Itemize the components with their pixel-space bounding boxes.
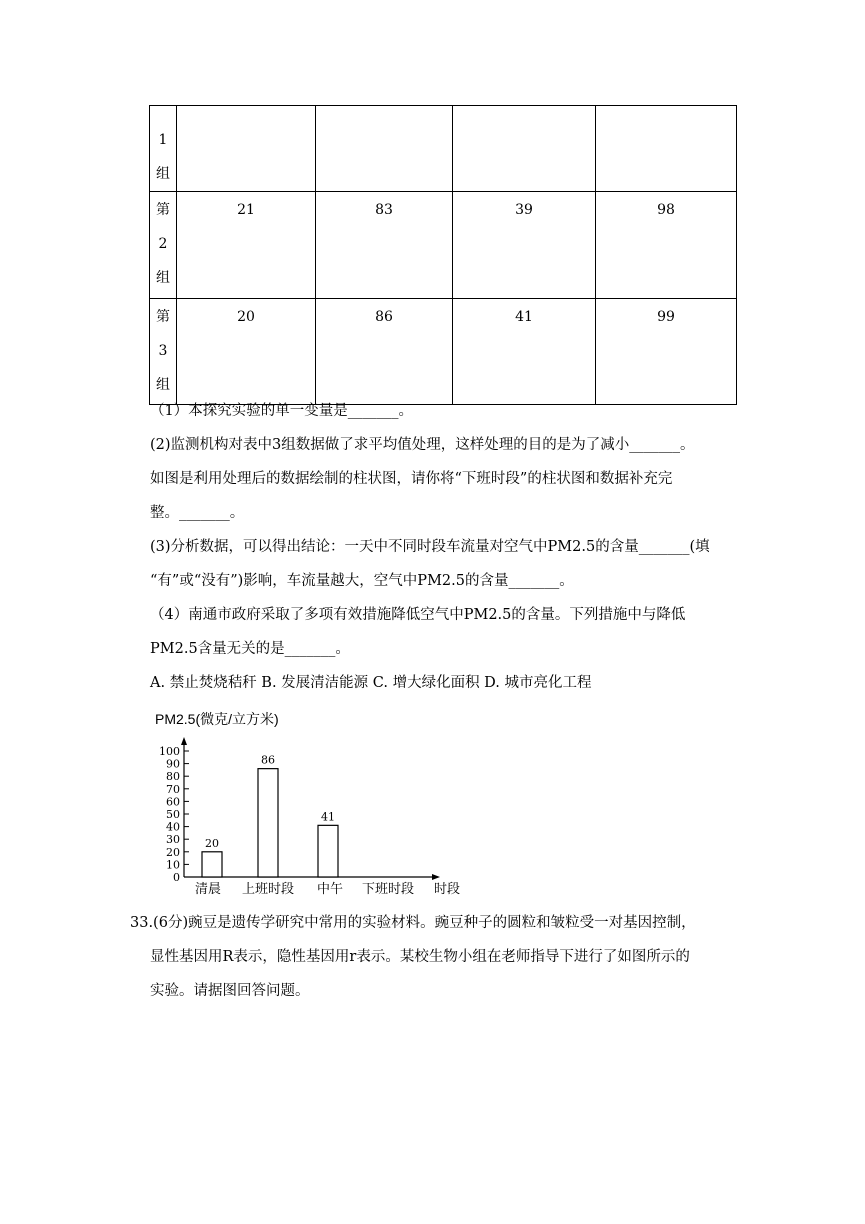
row-label-char: 1 <box>158 132 168 148</box>
data-label: 41 <box>321 810 335 824</box>
table-cell: 83 <box>316 192 453 299</box>
question-2-line-2: 如图是利用处理后的数据绘制的柱状图，请你将“下班时段”的柱状图和数据补充完 <box>150 471 673 487</box>
bar <box>258 769 278 877</box>
question-33-line-2: 显性基因用R表示，隐性基因用r表示。某校生物小组在老师指导下进行了如图所示的 <box>150 949 690 965</box>
data-table <box>149 105 737 405</box>
table-cell: 39 <box>453 192 596 299</box>
x-tick-label: 中午 <box>316 882 344 895</box>
y-tick-label: 20 <box>166 845 180 859</box>
x-axis-label: 时段 <box>433 882 461 895</box>
x-tick-label: 清晨 <box>194 882 222 895</box>
y-tick-label: 60 <box>166 795 180 809</box>
question-2-line-3: 整。_______。 <box>150 505 245 521</box>
row-label-char: 组 <box>156 377 170 393</box>
question-4-line-2: PM2.5含量无关的是_______。 <box>150 641 350 657</box>
table-cell: 21 <box>177 192 316 299</box>
y-tick-label: 100 <box>159 745 180 758</box>
y-tick-label: 90 <box>166 757 180 771</box>
y-tick-label: 30 <box>166 833 180 847</box>
y-tick-label: 50 <box>166 808 180 821</box>
y-tick-label: 40 <box>166 820 180 834</box>
table-cell <box>453 106 596 192</box>
bar <box>202 852 222 877</box>
answer-options: A. 禁止焚烧秸秆 B. 发展清洁能源 C. 增大绿化面积 D. 城市亮化工程 <box>150 675 592 691</box>
y-tick-label: 0 <box>173 871 180 884</box>
data-label: 86 <box>261 753 275 767</box>
table-cell <box>316 106 453 192</box>
y-axis-arrow <box>181 737 187 745</box>
pm25-bar-chart <box>150 705 470 895</box>
y-tick-label: 70 <box>166 782 180 796</box>
question-2-line-1: (2)监测机构对表中3组数据做了求平均值处理，这样处理的目的是为了减小_______。 <box>150 437 695 453</box>
table-cell <box>596 106 737 192</box>
table-cell: 86 <box>316 299 453 405</box>
row-label <box>150 299 177 405</box>
table-cell: 20 <box>177 299 316 405</box>
question-4-line-1: （4）南通市政府采取了多项有效措施降低空气中PM2.5的含量。下列措施中与降低 <box>150 607 686 623</box>
bar <box>318 825 338 877</box>
y-tick-label: 80 <box>166 770 180 784</box>
table-row <box>150 192 737 299</box>
table-cell: 99 <box>596 299 737 405</box>
table-cell <box>177 106 316 192</box>
x-tick-label: 下班时段 <box>361 882 415 895</box>
question-33-line-1: 33.(6分)豌豆是遗传学研究中常用的实验材料。豌豆种子的圆粒和皱粒受一对基因控制， <box>130 915 696 931</box>
x-axis-arrow <box>432 874 440 880</box>
table-cell: 98 <box>596 192 737 299</box>
row-label <box>150 192 177 299</box>
question-3-line-2: “有”或“没有”)影响，车流量越大，空气中PM2.5的含量_______。 <box>150 573 574 589</box>
row-label-char: 2 <box>158 236 168 252</box>
row-label <box>150 106 177 192</box>
question-1: （1）本探究实验的单一变量是_______。 <box>150 403 413 419</box>
y-axis-label: PM2.5(微克/立方米) <box>155 711 279 727</box>
row-label-char: 组 <box>156 166 170 182</box>
row-label-char: 3 <box>158 343 168 359</box>
question-3-line-1: (3)分析数据，可以得出结论：一天中不同时段车流量对空气中PM2.5的含量_______(填 <box>150 539 710 555</box>
x-tick-label: 上班时段 <box>241 882 295 895</box>
y-tick-label: 10 <box>166 858 180 872</box>
question-33-line-3: 实验。请据图回答问题。 <box>150 983 310 999</box>
data-label: 20 <box>205 836 219 850</box>
row-label-char: 第 <box>156 202 170 218</box>
row-label-char: 组 <box>156 270 170 286</box>
table-row <box>150 106 737 192</box>
table-row <box>150 299 737 405</box>
table-cell: 41 <box>453 299 596 405</box>
row-label-char: 第 <box>156 309 170 325</box>
